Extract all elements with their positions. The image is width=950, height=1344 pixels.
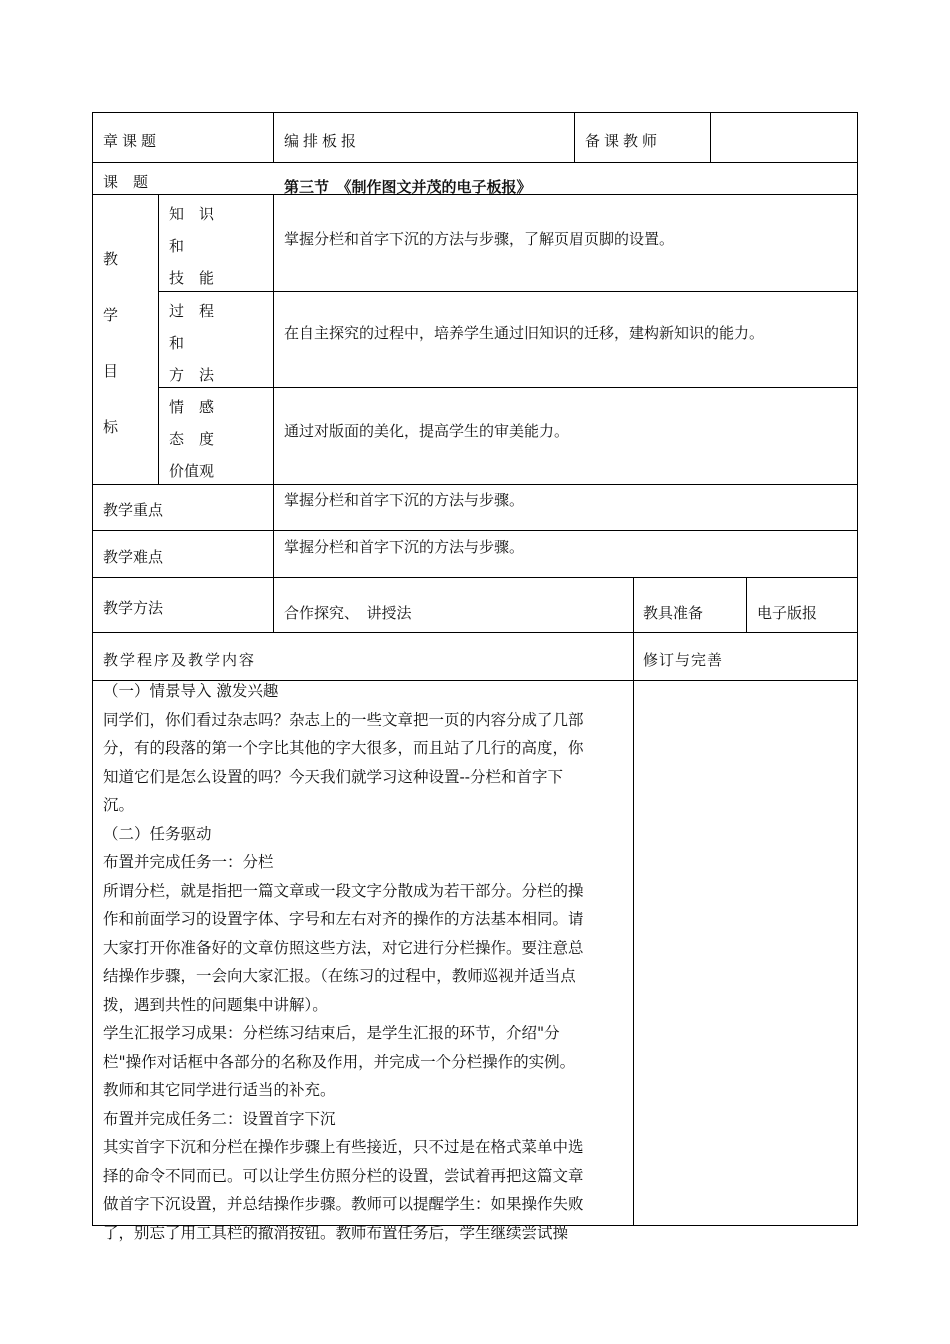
difficulty-label: 教学难点 — [103, 548, 164, 566]
procedure-line: 布置并完成任务二：设置首字下沉 — [103, 1109, 336, 1128]
chapter-label: 章课题 — [103, 132, 161, 150]
row-divider — [92, 632, 858, 633]
procedure-line: 教师和其它同学进行适当的补充。 — [103, 1081, 336, 1099]
procedure-line: 拨，遇到共性的问题集中讲解）。 — [103, 995, 328, 1014]
procedure-line: 布置并完成任务一：分栏 — [103, 853, 274, 871]
objectives-label-char: 教 — [103, 250, 119, 268]
objective-content: 通过对版面的美化，提高学生的审美能力。 — [284, 422, 570, 440]
objective-sublabel: 技 能 — [169, 269, 215, 287]
objectives-label-char: 目 — [103, 362, 119, 380]
column-divider — [158, 194, 159, 484]
objective-sublabel: 知 识 — [169, 205, 215, 223]
objective-sublabel: 和 — [169, 334, 185, 352]
procedure-line: 所谓分栏，就是指把一篇文章或一段文字分散成为若干部分。分栏的操 — [103, 881, 584, 900]
revise-label: 修订与完善 — [643, 651, 724, 669]
column-divider — [574, 112, 575, 162]
column-divider — [746, 577, 747, 632]
row-divider — [158, 387, 858, 388]
tools-label: 教具准备 — [643, 604, 704, 622]
row-divider — [92, 484, 858, 485]
column-divider — [633, 577, 634, 1226]
procedure-line: 分，有的段落的第一个字比其他的字大很多，而且站了几行的高度，你 — [103, 739, 584, 757]
procedure-line: 沉。 — [103, 796, 135, 814]
key-point-label: 教学重点 — [103, 501, 164, 519]
difficulty-value: 掌握分栏和首字下沉的方法与步骤。 — [284, 538, 525, 556]
objective-sublabel: 价值观 — [169, 462, 215, 480]
teacher-label: 备课教师 — [585, 132, 662, 150]
procedure-line: 择的命令不同而已。可以让学生仿照分栏的设置，尝试着再把这篇文章 — [103, 1166, 584, 1185]
objective-sublabel: 和 — [169, 237, 185, 255]
key-point-value: 掌握分栏和首字下沉的方法与步骤。 — [284, 491, 525, 509]
procedure-line: 做首字下沉设置，并总结操作步骤。教师可以提醒学生：如果操作失败 — [103, 1195, 584, 1213]
procedure-line: （二）任务驱动 — [103, 824, 212, 843]
objective-content: 在自主探究的过程中，培养学生通过旧知识的迁移，建构新知识的能力。 — [284, 324, 765, 342]
column-divider — [710, 112, 711, 162]
method-value: 合作探究、 讲授法 — [284, 604, 412, 622]
objective-sublabel: 方 法 — [169, 366, 215, 384]
chapter-value: 编排板报 — [284, 132, 361, 150]
procedure-line: 学生汇报学习成果：分栏练习结束后，是学生汇报的环节，介绍"分 — [103, 1024, 560, 1042]
row-divider — [92, 577, 858, 578]
objective-sublabel: 情 感 — [169, 398, 215, 416]
procedure-line: 作和前面学习的设置字体、字号和左右对齐的操作的方法基本相同。请 — [103, 910, 584, 928]
column-divider — [273, 112, 274, 162]
topic-title: 第三节 《制作图文并茂的电子板报》 — [284, 178, 532, 196]
objectives-label-char: 学 — [103, 306, 119, 324]
row-divider — [158, 291, 858, 292]
objective-sublabel: 过 程 — [169, 302, 215, 320]
objective-sublabel: 态 度 — [169, 430, 215, 448]
procedure-line: 了，别忘了用工具栏的撤消按钮。教师布置任务后，学生继续尝试操 — [103, 1223, 569, 1242]
procedure-line: （一）情景导入 激发兴趣 — [103, 682, 279, 700]
tools-value: 电子版报 — [757, 604, 818, 622]
objectives-label-char: 标 — [103, 418, 119, 436]
method-label: 教学方法 — [103, 599, 164, 617]
procedure-label: 教学程序及教学内容 — [103, 651, 257, 669]
topic-label: 课 题 — [103, 173, 149, 191]
procedure-line: 知道它们是怎么设置的吗？今天我们就学习这种设置--分栏和首字下 — [103, 767, 563, 786]
procedure-line: 大家打开你准备好的文章仿照这些方法，对它进行分栏操作。要注意总 — [103, 938, 584, 957]
procedure-line: 结操作步骤，一会向大家汇报。（在练习的过程中，教师巡视并适当点 — [103, 967, 576, 985]
procedure-line: 栏"操作对话框中各部分的名称及作用，并完成一个分栏操作的实例。 — [103, 1052, 576, 1071]
row-divider — [92, 530, 858, 531]
objective-content: 掌握分栏和首字下沉的方法与步骤，了解页眉页脚的设置。 — [284, 230, 675, 248]
procedure-line: 同学们，你们看过杂志吗？杂志上的一些文章把一页的内容分成了几部 — [103, 710, 584, 729]
row-divider — [92, 162, 858, 163]
column-divider — [273, 194, 274, 632]
procedure-line: 其实首字下沉和分栏在操作步骤上有些接近，只不过是在格式菜单中选 — [103, 1138, 584, 1156]
procedure-content — [103, 677, 628, 1247]
